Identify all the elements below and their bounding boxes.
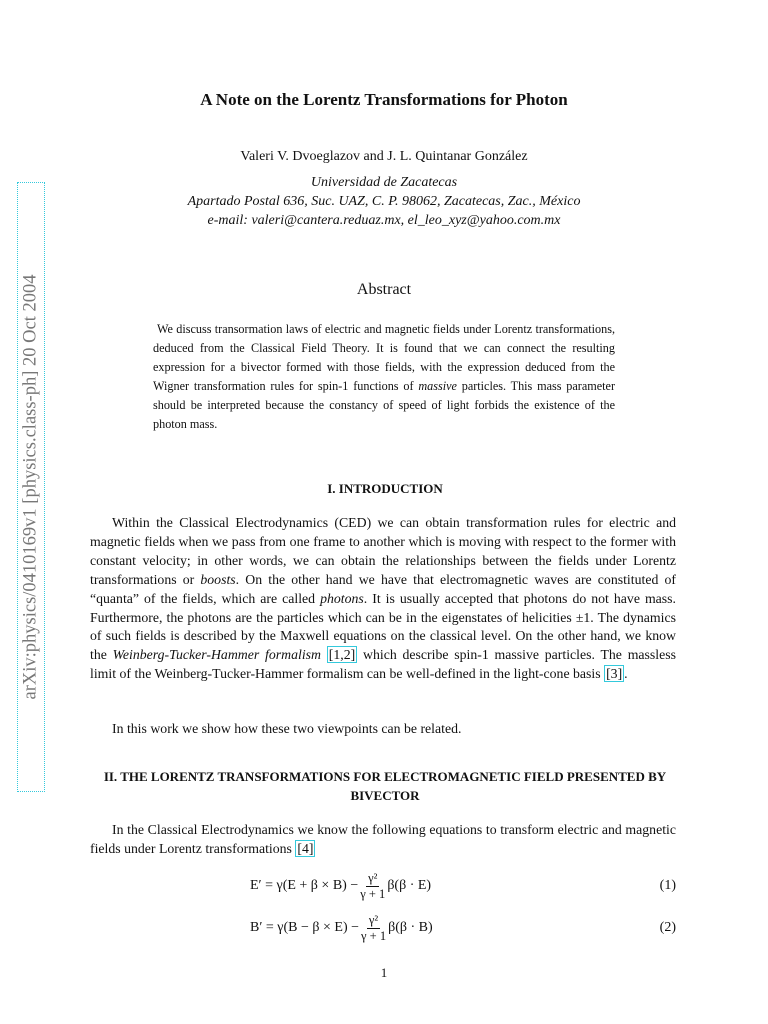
paragraph-text: . It is usually accepted that photons do not have mass. Furthermore, the photons are the particles which can be in the eigenstates of helicities ±1. The dynamics of such fields is described by the Maxwell equations on the classical level. On the other hand, we know the [90,590,676,663]
paragraph-text: . [624,666,628,682]
equation-lhs: E′ = γ(E + β × B) − [250,878,359,893]
page-number: 1 [380,965,388,980]
affiliation-address: Apartado Postal 636, Suc. UAZ, C. P. 98062, Zacatecas, Zac., México [187,194,581,209]
paragraph-text: which describe spin-1 massive particles. The massless limit of the Weinberg-Tucker-Hammer formalism can be well-defined in the light-cone basis [90,647,676,682]
abstract-text [153,320,615,434]
citation-link[interactable]: [1,2] [328,647,356,663]
equation-fraction [361,913,386,944]
fraction-numerator: γ² [368,912,379,927]
emphasis-boosts: boosts [200,571,236,587]
equation-number: (2) [659,920,676,935]
paper-title: A Note on the Lorentz Transformations for Photon [200,90,568,109]
paragraph-text: In the Classical Electrodynamics we know the following equations to transform electric and magnetic fields under Lorentz transformations [90,822,676,856]
abstract-heading: Abstract [356,281,412,298]
equation-2 [250,908,433,948]
equation-number: (1) [659,878,676,893]
introduction-paragraph [90,514,676,684]
section-heading-introduction: I. INTRODUCTION [327,481,443,496]
abstract-text-part: particles. This mass parameter should be interpreted because the constancy of speed of light forbids the existence of the photon mass. [153,379,616,431]
fraction-denominator: γ + 1 [361,928,387,943]
affiliation-email: e-mail: valeri@cantera.reduaz.mx, el_leo_xyz@yahoo.com.mx [207,213,561,228]
paragraph-text: . On the other hand we have that electromagnetic waves are constituted of “quanta” of the fields, which are called [90,571,676,606]
emphasis-wth-formalism: Weinberg-Tucker-Hammer formalism [112,647,321,663]
equation-fraction [360,871,385,902]
paper-authors: Valeri V. Dvoeglazov and J. L. Quintanar González [240,149,528,164]
fraction-denominator: γ + 1 [360,886,386,901]
section-heading-lorentz: II. THE LORENTZ TRANSFORMATIONS FOR ELECTROMAGNETIC FIELD PRESENTED BY BIVECTOR [103,769,667,803]
section-2-paragraph [90,821,676,859]
equation-lhs: B′ = γ(B − β × E) − [250,920,360,935]
paragraph-text: Within the Classical Electrodynamics (CED) we can obtain transformation rules for electric and magnetic fields when we pass from one frame to another which is moving with respect to the former with constant velocity; in other words, we can obtain the relationships between the fields under Lorentz transformations or [90,515,676,587]
abstract-emphasis: massive [418,379,457,393]
arxiv-stamp-text[interactable]: arXiv:physics/0410169v1 [physics.class-ph] 20 Oct 2004 [20,274,41,700]
citation-link[interactable]: [3] [606,666,623,682]
citation-link[interactable]: [4] [297,840,314,856]
affiliation-university: Universidad de Zacatecas [310,175,458,190]
emphasis-photons: photons [320,590,364,606]
fraction-numerator: γ² [368,870,378,885]
equation-rhs: β(β · E) [387,878,432,893]
abstract-text-part: We discuss transormation laws of electric and magnetic fields under Lorentz transformations, deduced from the Classical Field Theory. It is found that we can connect the resulting expression for a bivector formed with those fields, with the expression deduced from the Wigner transformation rules for spin-1 functions of [153,322,615,393]
equation-1 [250,866,431,906]
introduction-paragraph-2: In this work we show how these two viewpoints can be related. [112,721,462,736]
equation-rhs: β(β · B) [388,920,433,935]
